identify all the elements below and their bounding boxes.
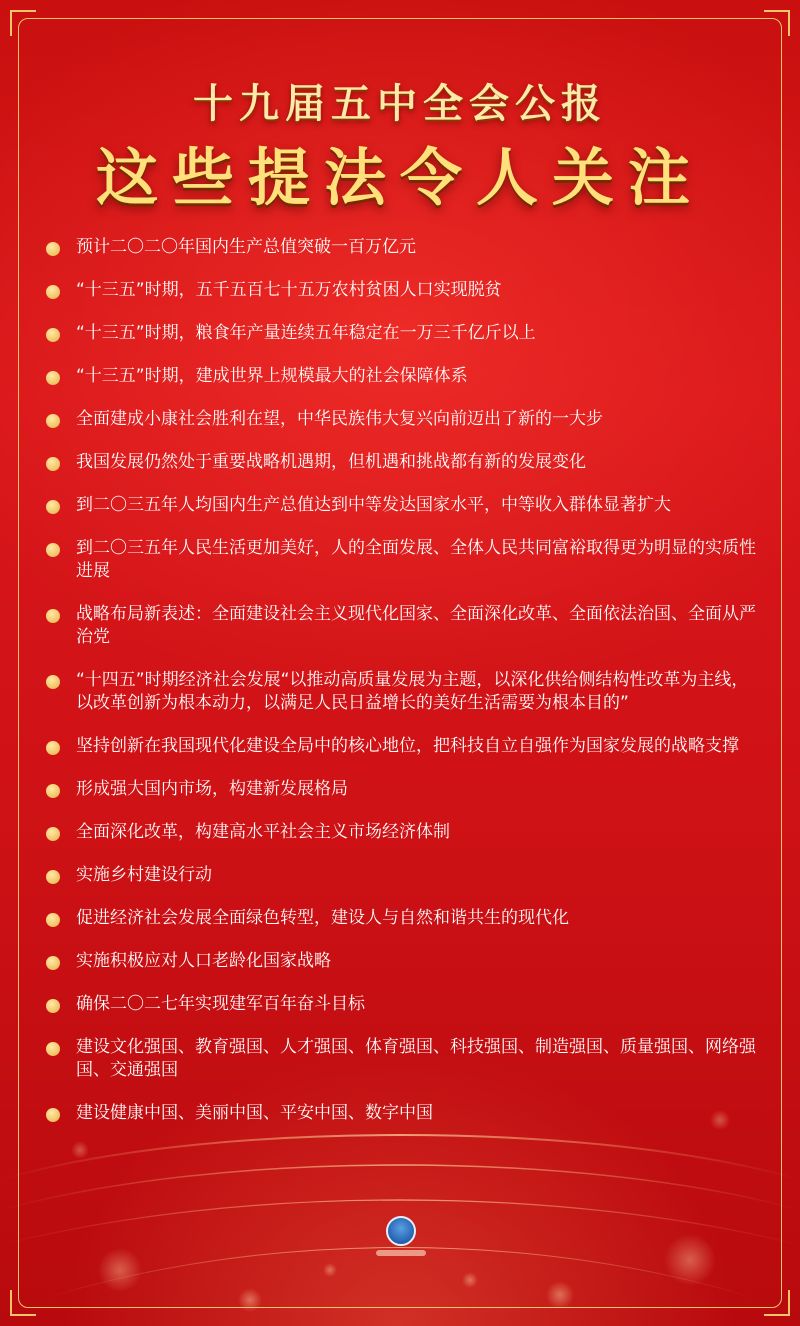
list-item: [46, 1036, 756, 1082]
bullet-dot-icon: [46, 741, 60, 755]
list-item: [46, 669, 756, 715]
bullet-dot-icon: [46, 285, 60, 299]
list-item-text: 全面建成小康社会胜利在望，中华民族伟大复兴向前迈出了新的一大步: [76, 409, 603, 429]
list-item: [46, 279, 756, 302]
title-line-1: 十九届五中全会公报: [193, 80, 607, 127]
frame-corner: [764, 1290, 790, 1316]
list-item-text: 到二〇三五年人均国内生产总值达到中等发达国家水平，中等收入群体显著扩大: [76, 495, 671, 515]
list-item-text: “十三五”时期，五千五百七十五万农村贫困人口实现脱贫: [76, 280, 502, 300]
list-item-text: 建设文化强国、教育强国、人才强国、体育强国、科技强国、制造强国、质量强国、网络强国、交通强国: [76, 1037, 756, 1080]
bullet-dot-icon: [46, 913, 60, 927]
bullet-dot-icon: [46, 1042, 60, 1056]
title-line-2: 这些提法令人关注: [95, 141, 704, 214]
list-item: [46, 735, 756, 758]
list-item-text: 战略布局新表述：全面建设社会主义现代化国家、全面深化改革、全面依法治国、全面从严治党: [76, 604, 756, 647]
list-item: [46, 1102, 756, 1125]
list-item: [46, 494, 756, 517]
list-item: [46, 408, 756, 431]
list-item-text: “十三五”时期，建成世界上规模最大的社会保障体系: [76, 366, 468, 386]
list-item-text: 促进经济社会发展全面绿色转型，建设人与自然和谐共生的现代化: [76, 908, 569, 928]
frame-corner: [10, 1290, 36, 1316]
list-item-text: 我国发展仍然处于重要战略机遇期，但机遇和挑战都有新的发展变化: [76, 452, 586, 472]
list-item-text: 形成强大国内市场，构建新发展格局: [76, 779, 348, 799]
list-item-text: 全面深化改革，构建高水平社会主义市场经济体制: [76, 822, 450, 842]
bullet-dot-icon: [46, 543, 60, 557]
list-item-text: 实施积极应对人口老龄化国家战略: [76, 951, 331, 971]
bullet-dot-icon: [46, 242, 60, 256]
bullet-dot-icon: [46, 457, 60, 471]
list-item: [46, 907, 756, 930]
list-item: [46, 451, 756, 474]
xinhua-globe-icon: [386, 1216, 416, 1246]
bullet-dot-icon: [46, 870, 60, 884]
bullet-dot-icon: [46, 1108, 60, 1122]
list-item-text: “十四五”时期经济社会发展“以推动高质量发展为主题，以深化供给侧结构性改革为主线，以改革创新为根本动力，以满足人民日益增长的美好生活需要为根本目的”: [76, 670, 749, 713]
frame-corner: [764, 10, 790, 36]
bullet-dot-icon: [46, 784, 60, 798]
list-item: [46, 537, 756, 583]
list-item-text: 建设健康中国、美丽中国、平安中国、数字中国: [76, 1103, 433, 1123]
bullet-dot-icon: [46, 328, 60, 342]
bullet-dot-icon: [46, 500, 60, 514]
bullet-dot-icon: [46, 675, 60, 689]
bullet-dot-icon: [46, 609, 60, 623]
list-item: [46, 864, 756, 887]
list-item: [46, 603, 756, 649]
list-item: [46, 236, 756, 259]
bullet-dot-icon: [46, 414, 60, 428]
highlights-list: [46, 236, 756, 1125]
bullet-dot-icon: [46, 371, 60, 385]
list-item-text: 坚持创新在我国现代化建设全局中的核心地位，把科技自立自强作为国家发展的战略支撑: [76, 736, 739, 756]
list-item-text: 预计二〇二〇年国内生产总值突破一百万亿元: [76, 237, 416, 257]
logo-caption-mark: [376, 1250, 426, 1256]
list-item: [46, 365, 756, 388]
list-item: [46, 950, 756, 973]
list-item-text: 确保二〇二七年实现建军百年奋斗目标: [76, 994, 365, 1014]
list-item: [46, 821, 756, 844]
list-item: [46, 778, 756, 801]
list-item-text: “十三五”时期，粮食年产量连续五年稳定在一万三千亿斤以上: [76, 323, 536, 343]
bullet-dot-icon: [46, 956, 60, 970]
list-item-text: 到二〇三五年人民生活更加美好，人的全面发展、全体人民共同富裕取得更为明显的实质性进展: [76, 538, 756, 581]
frame-corner: [10, 10, 36, 36]
list-item-text: 实施乡村建设行动: [76, 865, 212, 885]
list-item: [46, 993, 756, 1016]
bullet-dot-icon: [46, 999, 60, 1013]
bullet-dot-icon: [46, 827, 60, 841]
list-item: [46, 322, 756, 345]
